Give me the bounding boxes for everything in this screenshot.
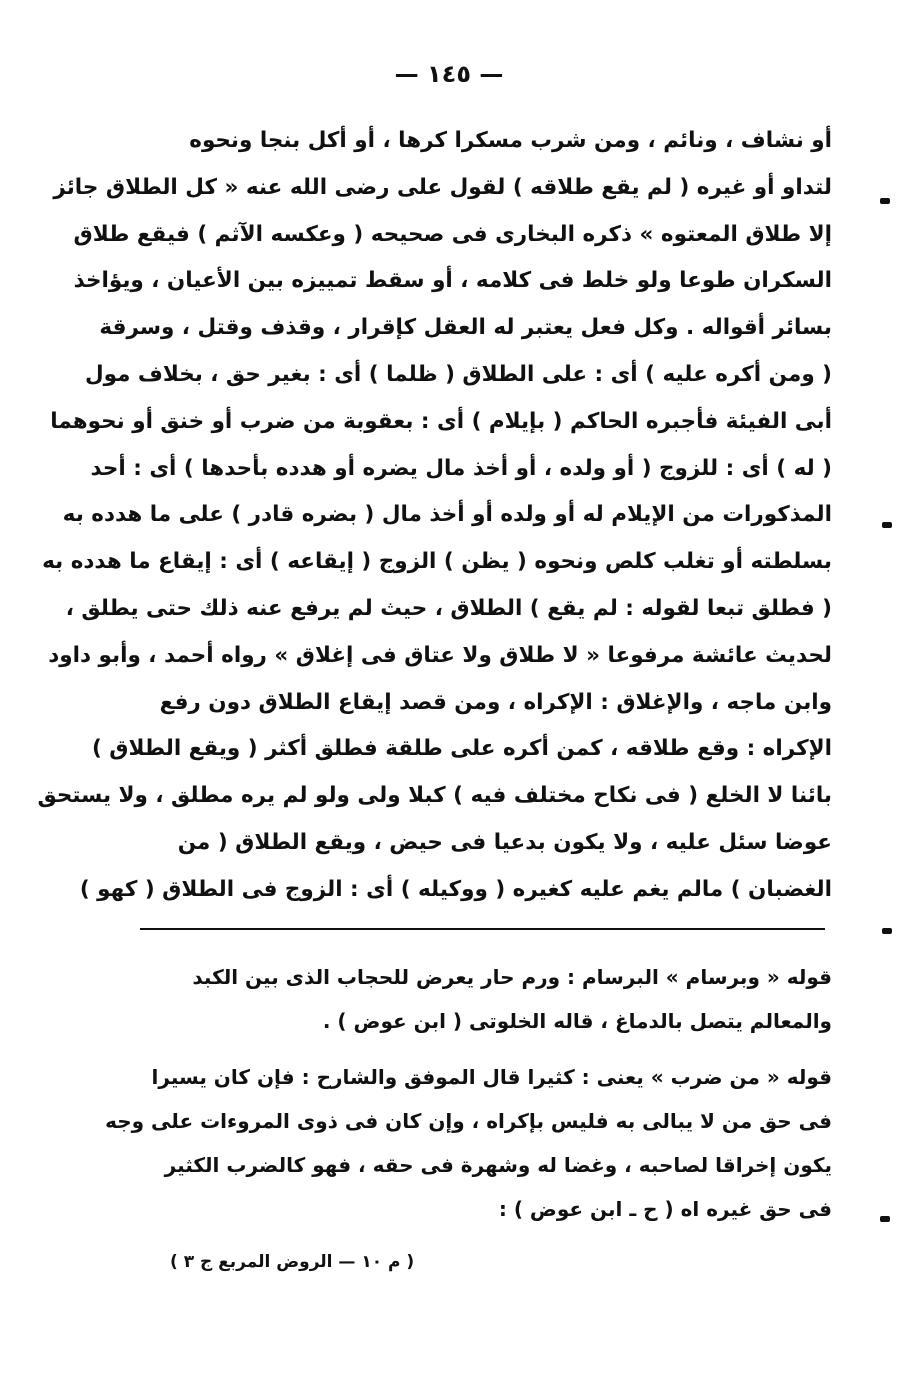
footnote-line: فى حق غيره اه ( ح ـ ابن عوض ) : xyxy=(498,1197,832,1221)
footnote-line: فى حق من لا يبالى به فليس بإكراه ، وإن كان فى ذوى المروءات على وجه xyxy=(105,1109,832,1133)
text-line: وابن ماجه ، والإغلاق : الإكراه ، ومن قصد إيقاع الطلاق دون رفع xyxy=(159,689,832,715)
page-number: — ١٤٥ — xyxy=(394,60,504,88)
text-line: عوضا سئل عليه ، ولا يكون بدعيا فى حيض ، ويقع الطلاق ( من xyxy=(177,829,832,855)
footnote-line: قوله « من ضرب » يعنى : كثيرا قال الموفق والشارح : فإن كان يسيرا xyxy=(151,1065,832,1089)
signature-mark: ( م ١٠ — الروض المربع ج ٣ ) xyxy=(170,1252,415,1272)
text-line: ( له ) أى : للزوج ( أو ولده ، أو أخذ مال يضره أو هدده بأحدها ) أى : أحد xyxy=(90,455,832,481)
text-line: أو نشاف ، ونائم ، ومن شرب مسكرا كرها ، أو أكل بنجا ونحوه xyxy=(189,128,832,153)
text-line: لتداو أو غيره ( لم يقع طلاقه ) لقول على رضى الله عنه « كل الطلاق جائز xyxy=(53,174,832,200)
footnotes xyxy=(105,955,832,1243)
footnote-line: يكون إخراقا لصاحبه ، وغضا له وشهرة فى حقه ، فهو كالضرب الكثير xyxy=(164,1153,832,1177)
footnote xyxy=(105,1055,832,1231)
text-line: المذكورات من الإيلام له أو ولده أو أخذ مال ( بضره قادر ) على ما هدده به xyxy=(62,502,832,528)
text-line: ( ومن أكره عليه ) أى : على الطلاق ( ظلما ) أى : بغير حق ، بخلاف مول xyxy=(85,361,832,387)
text-line: السكران طوعا ولو خلط فى كلامه ، أو سقط تمييزه بين الأعيان ، ويؤاخذ xyxy=(73,268,832,294)
footnote-line: والمعالم يتصل بالدماغ ، قاله الخلوتى ( ابن عوض ) . xyxy=(322,1009,832,1033)
footnote-divider xyxy=(140,928,825,930)
text-line: لحديث عائشة مرفوعا « لا طلاق ولا عتاق فى إغلاق » رواه أحمد ، وأبو داود xyxy=(48,642,832,668)
scan-edge-mark xyxy=(882,928,892,934)
text-line: الإكراه : وقع طلاقه ، كمن أكره على طلقة فطلق أكثر ( ويقع الطلاق ) xyxy=(91,736,832,762)
scan-edge-mark xyxy=(882,522,892,528)
text-line: ( فطلق تبعا لقوله : لم يقع ) الطلاق ، حيث لم يرفع عنه ذلك حتى يطلق ، xyxy=(65,595,832,621)
main-text xyxy=(37,118,832,914)
scan-edge-mark xyxy=(880,1216,890,1222)
text-line: إلا طلاق المعتوه » ذكره البخارى فى صحيحه ( وعكسه الآثم ) فيقع طلاق xyxy=(73,221,832,247)
text-line: الغضبان ) مالم يغم عليه كغيره ( ووكيله ) أى : الزوج فى الطلاق ( كهو ) xyxy=(79,876,832,902)
text-line: بائنا لا الخلع ( فى نكاح مختلف فيه ) كبلا ولى ولو لم يره مطلق ، ولا يستحق xyxy=(37,783,832,809)
text-line: بسلطته أو تغلب كلص ونحوه ( يظن ) الزوج ( إيقاعه ) أى : إيقاع ما هدده به xyxy=(42,549,832,575)
footnote-line: قوله « وبرسام » البرسام : ورم حار يعرض للحجاب الذى بين الكبد xyxy=(192,965,832,989)
scan-edge-mark xyxy=(880,198,890,204)
text-line: أبى الفيئة فأجبره الحاكم ( بإيلام ) أى : بعقوبة من ضرب أو خنق أو نحوهما xyxy=(50,408,832,434)
text-line: بسائر أقواله . وكل فعل يعتبر له العقل كإقرار ، وقذف وقتل ، وسرقة xyxy=(99,315,832,341)
footnote xyxy=(132,955,832,1043)
